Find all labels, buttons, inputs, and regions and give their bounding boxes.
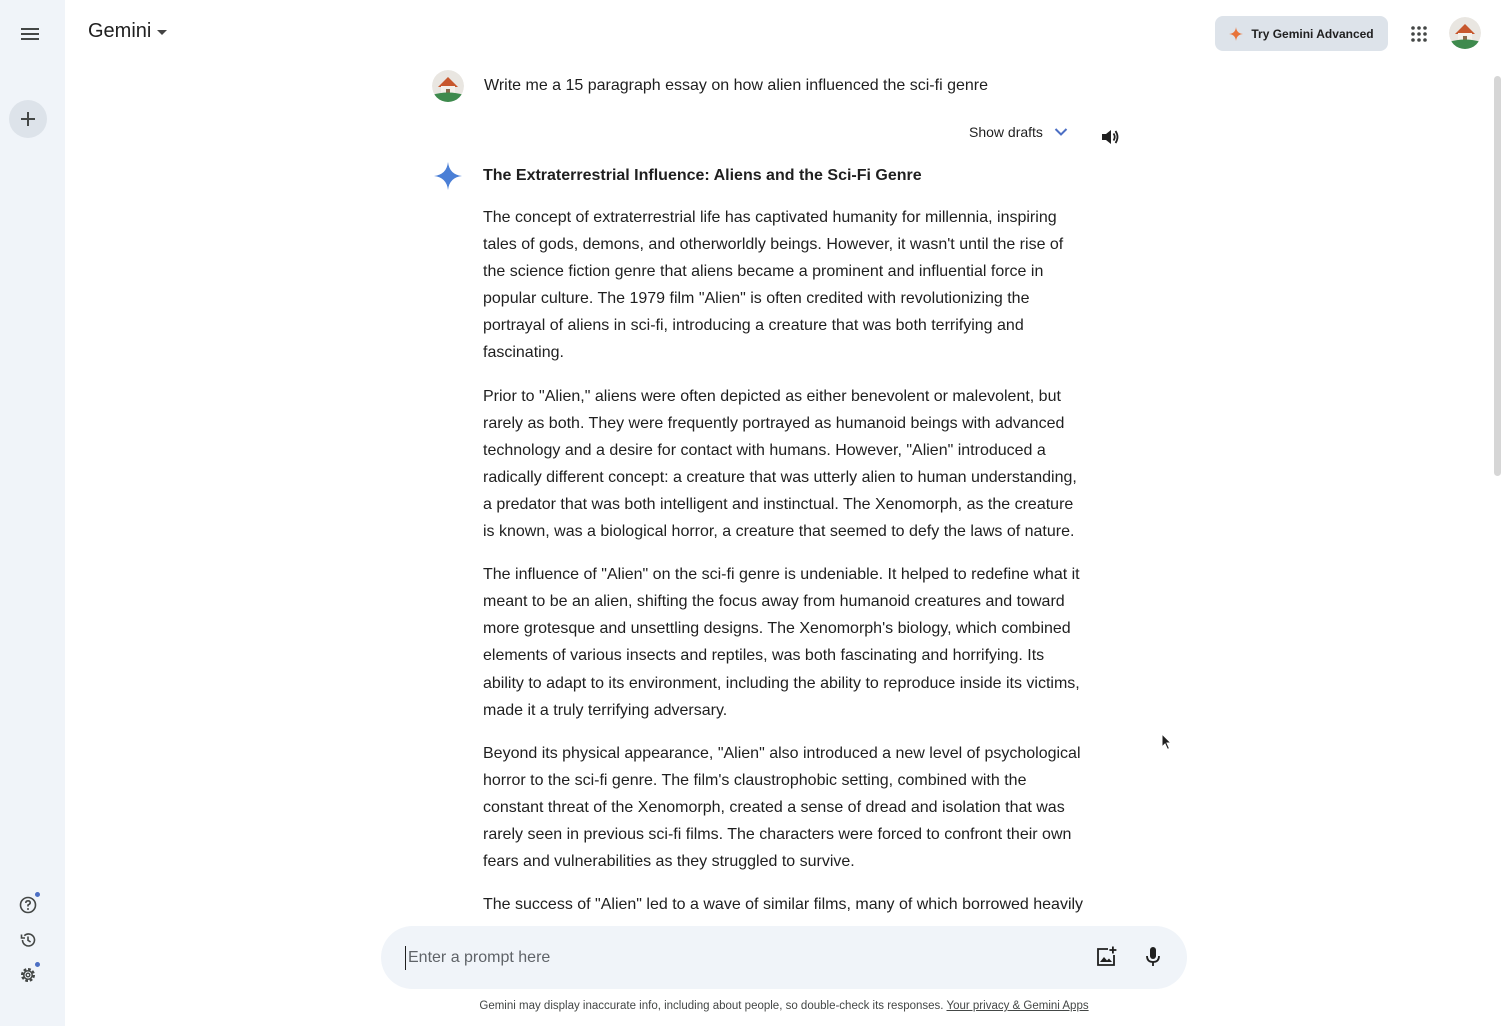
google-apps-button[interactable] bbox=[1402, 17, 1436, 51]
response-paragraph: The concept of extraterrestrial life has captivated humanity for millennia, inspiring tales of gods, demons, and otherworldly beings. However, it wasn't until the rise of the science fiction genre that aliens became a prominent and influential force in popular culture. The 1979 film "Alien" is often credited with revolutionizing the portrayal of aliens in sci-fi, introducing a creature that was both terrifying and fascinating. bbox=[483, 209, 1064, 362]
try-advanced-button[interactable] bbox=[1215, 16, 1388, 51]
add-image-icon bbox=[1095, 946, 1117, 968]
help-icon bbox=[19, 896, 37, 914]
apps-grid-icon bbox=[1410, 25, 1428, 43]
microphone-icon bbox=[1144, 946, 1162, 968]
sparkle-icon bbox=[1229, 27, 1243, 41]
gemini-spark-icon bbox=[432, 160, 464, 192]
response-title: The Extraterrestrial Influence: Aliens and the Sci-Fi Genre bbox=[483, 167, 922, 184]
prompt-input[interactable] bbox=[405, 946, 1065, 970]
help-button[interactable] bbox=[14, 891, 42, 919]
disclaimer bbox=[0, 1000, 1504, 1012]
new-chat-button[interactable] bbox=[9, 100, 47, 138]
privacy-link[interactable]: Your privacy & Gemini Apps bbox=[946, 1000, 1089, 1012]
show-drafts-button[interactable] bbox=[969, 124, 1069, 140]
settings-button[interactable] bbox=[14, 961, 42, 989]
try-advanced-label: Try Gemini Advanced bbox=[1251, 26, 1374, 41]
chevron-down-icon bbox=[1053, 124, 1069, 140]
avatar-image bbox=[432, 70, 464, 102]
response-paragraph: The influence of "Alien" on the sci-fi genre is undeniable. It helped to redefine what it meant to be an alien, shifting the focus away from humanoid creatures and toward more grotesque and unsettling designs. The Xenomorph's biology, which combined elements of various insects and reptiles, was both fascinating and horrifying. Its ability to adapt to its environment, including the ability to reproduce inside its victims, made it a truly terrifying adversary. bbox=[483, 566, 1080, 719]
history-icon bbox=[19, 931, 37, 949]
notification-dot bbox=[34, 961, 41, 968]
upload-image-button[interactable] bbox=[1093, 944, 1119, 970]
plus-icon bbox=[20, 111, 36, 127]
microphone-button[interactable] bbox=[1140, 944, 1166, 970]
page-scrollbar[interactable] bbox=[1494, 76, 1501, 476]
main-menu-button[interactable] bbox=[12, 16, 48, 52]
model-switcher[interactable] bbox=[88, 20, 167, 43]
notification-dot bbox=[34, 891, 41, 898]
speaker-icon bbox=[1100, 127, 1120, 147]
response-paragraph: Beyond its physical appearance, "Alien" also introduced a new level of psychological horror to the sci-fi genre. The film's claustrophobic setting, combined with the constant threat of the Xenomorph, created a sense of dread and isolation that was rarely seen in previous sci-fi films. The characters were forced to confront their own fears and vulnerabilities as they struggled to survive. bbox=[483, 744, 1081, 871]
disclaimer-text: Gemini may display inaccurate info, including about people, so double-check its responses. bbox=[479, 1000, 944, 1012]
prompt-bar bbox=[381, 926, 1187, 989]
caret-down-icon bbox=[157, 30, 167, 35]
model-response bbox=[483, 164, 1087, 928]
gear-icon bbox=[19, 966, 37, 984]
activity-button[interactable] bbox=[14, 926, 42, 954]
mouse-cursor-icon bbox=[1161, 733, 1173, 751]
response-paragraph: The success of "Alien" led to a wave of similar films, many of which borrowed heavily bbox=[483, 896, 1084, 914]
avatar-image bbox=[1449, 17, 1481, 49]
user-message bbox=[432, 70, 988, 102]
account-avatar[interactable] bbox=[1449, 17, 1481, 49]
user-prompt-text: Write me a 15 paragraph essay on how alien influenced the sci-fi genre bbox=[484, 77, 988, 94]
app-title: Gemini bbox=[88, 20, 152, 42]
user-avatar bbox=[432, 70, 464, 102]
sidebar bbox=[0, 0, 65, 1026]
show-drafts-label: Show drafts bbox=[969, 124, 1043, 140]
response-paragraph: Prior to "Alien," aliens were often depicted as either benevolent or malevolent, but rarely as both. They were frequently portrayed as humanoid beings with advanced technology and a desire for contact with humans. However, "Alien" introduced a radically different concept: a creature that was utterly alien to human understanding, a predator that was both intelligent and instinctual. The Xenomorph, as the creature is known, was a biological horror, a creature that seemed to defy the laws of nature. bbox=[483, 387, 1077, 541]
read-aloud-button[interactable] bbox=[1097, 124, 1123, 150]
hamburger-menu-icon bbox=[20, 26, 40, 42]
